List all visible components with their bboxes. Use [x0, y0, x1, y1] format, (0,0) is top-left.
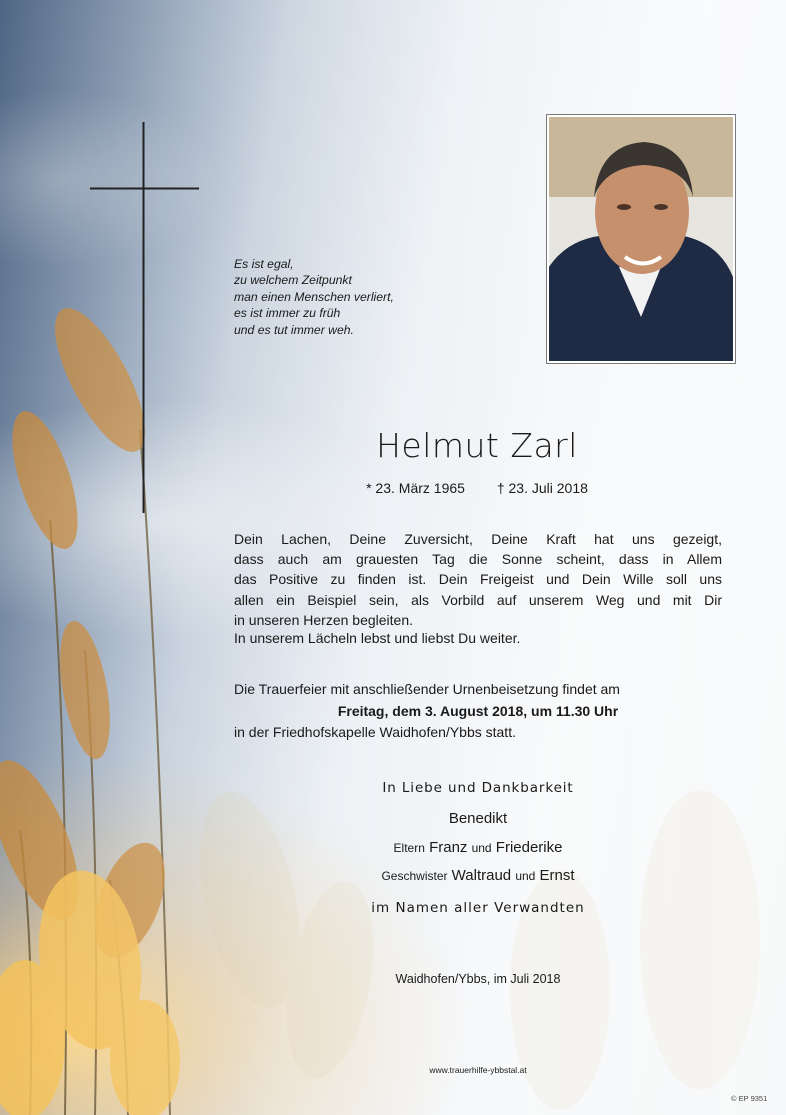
- memorial-paragraph: [234, 529, 722, 630]
- memorial-quote: [234, 256, 454, 338]
- memorial-motto: In unserem Lächeln lebst und liebst Du weiter.: [234, 630, 521, 646]
- mourner-child: Benedikt: [448, 810, 508, 827]
- quote-line: man einen Menschen verliert,: [234, 289, 394, 304]
- siblings-label: Geschwister: [381, 869, 448, 883]
- conjunction: und: [471, 841, 492, 855]
- sibling-name: Ernst: [539, 867, 575, 884]
- quote-line: Es ist egal,: [234, 257, 294, 271]
- conjunction: und: [515, 869, 536, 883]
- paragraph-line: in unseren Herzen begleiten.: [234, 611, 414, 628]
- mourners-intro: In Liebe und Dankbarkeit: [382, 780, 574, 796]
- paragraph-line: allen ein Beispiel sein, als Vorbild auf unserem Weg und mit Dir: [234, 591, 722, 608]
- parents-label: Eltern: [393, 841, 425, 855]
- parent-name: Franz: [429, 839, 468, 856]
- birth-date: * 23. März 1965: [366, 480, 465, 496]
- paragraph-line: dass auch am grauesten Tag die Sonne scheint, dass in Allem: [234, 551, 722, 568]
- death-date: † 23. Juli 2018: [496, 480, 588, 496]
- website-url: www.trauerhilfe-ybbstal.at: [429, 1065, 527, 1075]
- mourner-siblings: [234, 867, 722, 884]
- mourner-parents: [234, 839, 722, 856]
- portrait-image: [549, 117, 733, 361]
- life-dates: [234, 480, 720, 496]
- place-date: Waidhofen/Ybbs, im Juli 2018: [395, 972, 561, 986]
- deceased-name: Helmut Zarl: [376, 426, 578, 465]
- paragraph-line: das Positive zu finden ist. Dein Freigeist und Dein Wille soll uns: [234, 571, 722, 588]
- mourner-relatives: im Namen aller Verwandten: [371, 900, 585, 916]
- funeral-announcement: [234, 679, 722, 744]
- paragraph-line: Dein Lachen, Deine Zuversicht, Deine Kraft hat uns gezeigt,: [234, 531, 722, 547]
- quote-line: zu welchem Zeitpunkt: [234, 273, 352, 288]
- funeral-intro: Die Trauerfeier mit anschließender Urnenbeisetzung findet am: [234, 681, 620, 697]
- sibling-name: Waltraud: [451, 867, 512, 884]
- portrait-photo: [546, 114, 736, 364]
- parent-name: Friederike: [495, 839, 563, 856]
- print-code: © EP 9351: [731, 1094, 768, 1103]
- quote-line: und es tut immer weh.: [234, 322, 354, 337]
- quote-line: es ist immer zu früh: [234, 306, 341, 321]
- funeral-location: in der Friedhofskapelle Waidhofen/Ybbs statt.: [234, 724, 516, 740]
- funeral-datetime: Freitag, dem 3. August 2018, um 11.30 Uhr: [337, 702, 619, 719]
